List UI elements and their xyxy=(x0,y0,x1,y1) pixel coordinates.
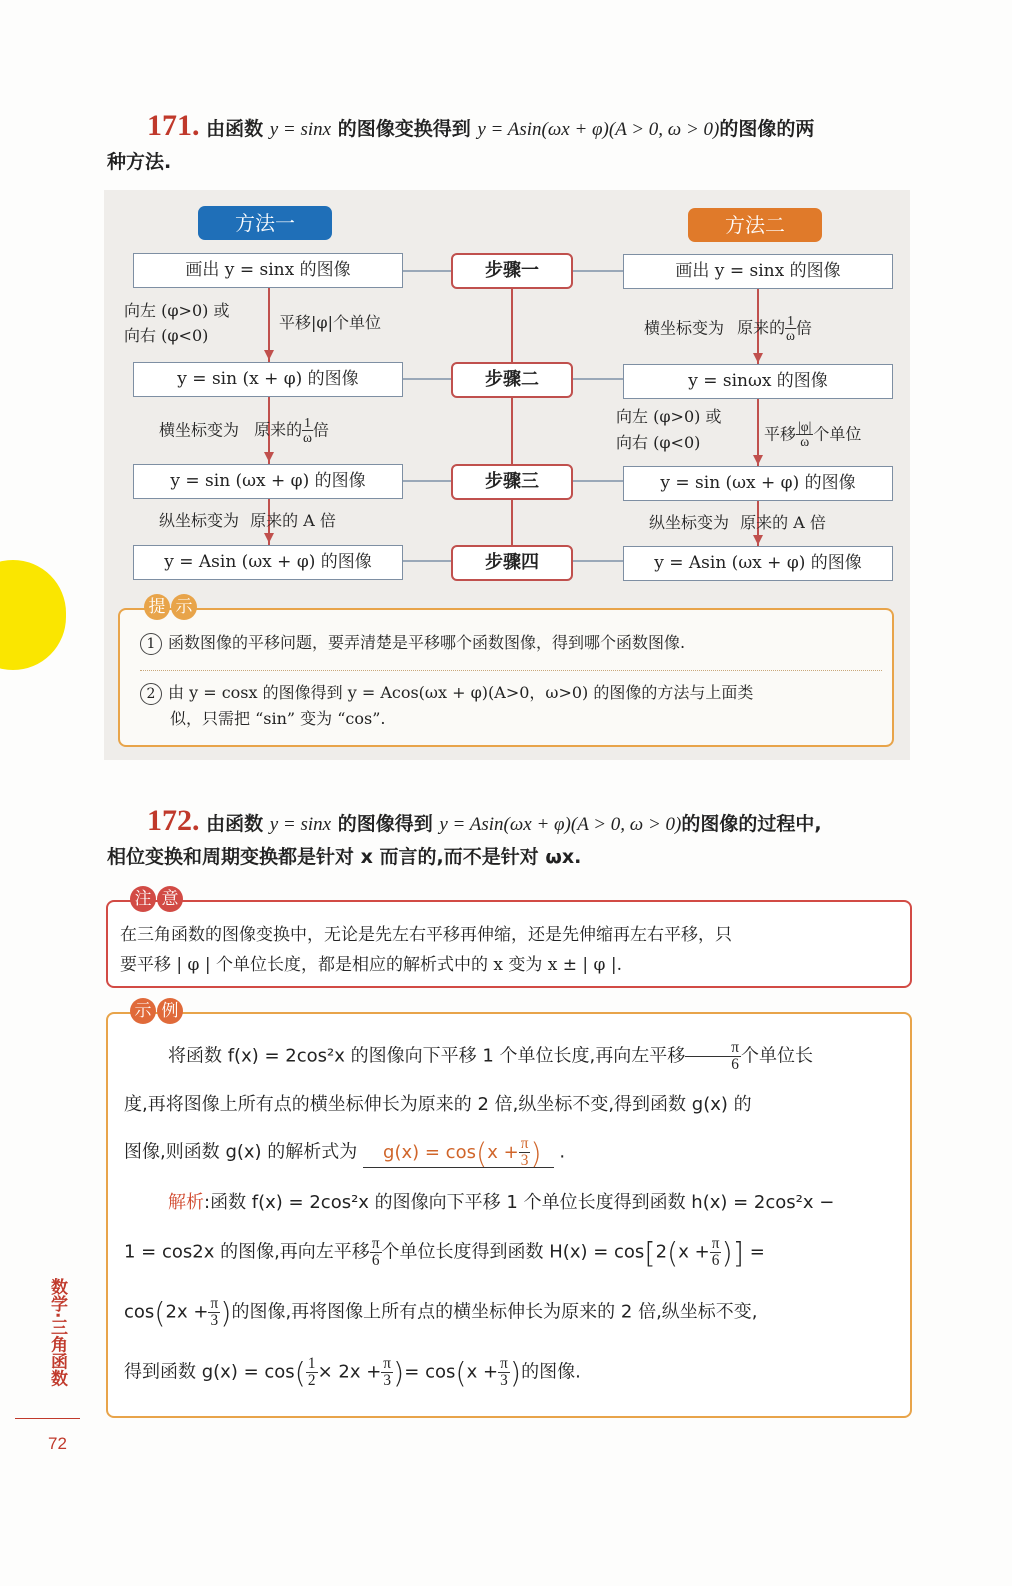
fraction xyxy=(370,1236,382,1269)
text: = cos xyxy=(404,1361,456,1383)
left-box-2: y = sin (x + φ) 的图像 xyxy=(133,362,403,397)
question-171 xyxy=(107,110,917,178)
example-line: 度,再将图像上所有点的横坐标伸长为原来的 2 倍,纵坐标不变,得到函数 g(x) 的 xyxy=(124,1094,752,1115)
chapter-label: 数学·三角函数 xyxy=(47,1278,67,1387)
text: 将函数 f(x) = 2cos²x 的图像向下平移 1 个单位长度,再向左平移 xyxy=(168,1045,686,1067)
arrow-down-icon xyxy=(753,535,763,545)
solution-line: 得到函数 g(x) = cos( $\frac{1}{2}$ × 2x + $\frac{\pi}{3}$ )= cos(x + $\frac{\pi}{3}$ )的图像. xyxy=(124,1355,581,1390)
denominator: ω xyxy=(303,430,312,446)
label-text: 纵坐标变为 xyxy=(159,511,240,530)
numerator: π xyxy=(520,1135,529,1152)
step-one: 步骤一 xyxy=(451,253,573,289)
arrow-down-icon xyxy=(753,455,763,465)
denominator: 6 xyxy=(731,1056,739,1074)
text: x + xyxy=(678,1241,710,1263)
connector xyxy=(402,560,452,562)
label: 向左 (φ>0) 或 xyxy=(616,407,722,426)
badge-char: 示 xyxy=(130,998,156,1024)
label-text: 倍 xyxy=(312,420,329,440)
label: 向右 (φ<0) xyxy=(616,433,701,452)
fraction xyxy=(710,1236,722,1269)
label-text: 平移 xyxy=(764,424,797,444)
q-text: 由函数 xyxy=(206,118,270,140)
center-connector xyxy=(511,270,513,560)
answer-text: g(x) = cos xyxy=(383,1141,476,1163)
hint-box xyxy=(118,597,894,747)
page-number: 72 xyxy=(48,1434,67,1453)
denominator: 3 xyxy=(210,1312,219,1330)
step-two: 步骤二 xyxy=(451,362,573,398)
right-box-3: y = sin (ωx + φ) 的图像 xyxy=(623,466,893,501)
example-line xyxy=(124,1136,894,1169)
step-three: 步骤三 xyxy=(451,464,573,500)
label-text: 原来的 xyxy=(737,318,786,338)
text: 2 xyxy=(655,1241,668,1263)
divider xyxy=(15,1418,80,1419)
q-text: 种方法. xyxy=(107,151,172,173)
solution-line xyxy=(124,1190,894,1216)
badge-char: 例 xyxy=(157,998,183,1024)
q-text: 的图像变换得到 xyxy=(331,118,478,140)
text: . xyxy=(559,1141,566,1163)
fraction xyxy=(381,1356,393,1389)
text: × 2x + xyxy=(317,1361,382,1383)
note-line: 要平移 | φ | 个单位长度，都是相应的解析式中的 x 变为 x ± | φ |. xyxy=(120,955,622,975)
q-text: 的图像的过程中, xyxy=(681,813,822,835)
numerator: π xyxy=(383,1355,392,1372)
q-text: 相位变换和周期变换都是针对 x 而言的,而不是针对 ωx. xyxy=(107,846,582,868)
fraction xyxy=(785,314,796,344)
solution-label: 解析 xyxy=(168,1192,204,1213)
solution-line: 1 = cos2x 的图像,再向左平移 $\frac{\pi}{6}$ 个单位长度得到函数 H(x) = cos[2(x + $\frac{\pi}{6}$ )] = xyxy=(124,1235,765,1270)
fraction xyxy=(208,1296,220,1329)
text: :函数 f(x) = 2cos²x 的图像向下平移 1 个单位长度得到函数 h(x) = 2cos²x − xyxy=(204,1192,835,1213)
right-box-1: 画出 y = sinx 的图像 xyxy=(623,254,893,289)
hint-item-2 xyxy=(140,680,753,732)
q-math: y = sinx xyxy=(269,814,332,835)
q-math: y = Asin(ωx + φ)(A > 0, ω > 0) xyxy=(439,814,682,835)
label-text: 横坐标变为 xyxy=(159,420,240,440)
text: 的图像,再将图像上所有点的横坐标伸长为原来的 2 倍,纵坐标不变, xyxy=(231,1301,758,1323)
label-text: 纵坐标变为 xyxy=(649,513,730,532)
hint-text: 由 y = cosx 的图像得到 y = Acos(ωx + φ)(A>0，ω>0) 的图像的方法与上面类 xyxy=(168,683,754,702)
left-box-1: 画出 y = sinx 的图像 xyxy=(133,253,403,288)
text: 图像,则函数 g(x) 的解析式为 xyxy=(124,1141,358,1163)
numerator: |φ| xyxy=(798,419,812,434)
left-box-4: y = Asin (ωx + φ) 的图像 xyxy=(133,545,403,580)
denominator: 6 xyxy=(711,1252,720,1270)
hint-item-1 xyxy=(140,630,685,656)
hint-text: 似，只需把 “sin” 变为 “cos”. xyxy=(170,709,386,728)
label: 向左 (φ>0) 或 xyxy=(124,301,230,320)
question-number: 172. xyxy=(147,804,200,837)
label: 平移|φ|个单位 xyxy=(279,313,381,332)
label xyxy=(649,510,826,536)
numerator: π xyxy=(711,1235,720,1252)
denominator: 6 xyxy=(371,1252,380,1270)
denominator: ω xyxy=(800,434,810,450)
text: 个单位长度得到函数 H(x) = cos xyxy=(381,1241,645,1263)
right-box-2: y = sinωx 的图像 xyxy=(623,364,893,399)
badge-char: 示 xyxy=(171,594,197,620)
numerator: π xyxy=(210,1295,219,1312)
text: 2x + xyxy=(165,1301,209,1323)
arrow-down-icon xyxy=(264,533,274,543)
badge-char: 意 xyxy=(157,886,183,912)
denominator: 3 xyxy=(500,1372,508,1390)
q-text: 由函数 xyxy=(206,813,270,835)
method-one-tag: 方法一 xyxy=(198,206,332,240)
text: 个单位长 xyxy=(740,1045,813,1067)
circled-number: 1 xyxy=(140,633,162,655)
label xyxy=(159,416,329,446)
numerator: 1 xyxy=(787,313,794,328)
note-text xyxy=(120,920,732,980)
arrow-down-icon xyxy=(753,353,763,363)
connector xyxy=(572,560,624,562)
label xyxy=(764,420,861,450)
solution-line: cos(2x + $\frac{\pi}{3}$ )的图像,再将图像上所有点的横坐标伸长为原来的 2 倍,纵坐标不变, xyxy=(124,1295,758,1330)
connector xyxy=(402,378,452,380)
right-box-4: y = Asin (ωx + φ) 的图像 xyxy=(623,546,893,581)
badge-char: 提 xyxy=(144,594,170,620)
label-text: 原来的 xyxy=(254,420,303,440)
question-number: 171. xyxy=(147,109,200,142)
arrow-down-icon xyxy=(264,350,274,360)
q-math: y = Asin(ωx + φ)(A > 0, ω > 0) xyxy=(477,119,720,140)
fraction xyxy=(519,1136,531,1169)
fraction xyxy=(302,416,313,446)
numerator: 1 xyxy=(307,1355,316,1372)
fraction xyxy=(796,420,813,450)
denominator: 3 xyxy=(383,1372,391,1390)
note-badge xyxy=(130,886,184,912)
numerator: π xyxy=(685,1040,741,1057)
badge-char: 注 xyxy=(130,886,156,912)
label-text: 倍 xyxy=(795,318,812,338)
label: 向右 (φ<0) xyxy=(124,326,209,345)
step-four: 步骤四 xyxy=(451,545,573,581)
connector xyxy=(402,480,452,482)
note-box xyxy=(106,889,912,988)
label-text: 个单位 xyxy=(813,424,862,444)
yellow-tab-marker xyxy=(0,560,66,670)
answer-text: x + xyxy=(487,1141,519,1163)
circled-number: 2 xyxy=(140,683,162,705)
method-two-tag: 方法二 xyxy=(688,208,822,242)
label-text: 原来的 A 倍 xyxy=(740,513,826,532)
connector xyxy=(572,378,624,380)
left-box-3: y = sin (ωx + φ) 的图像 xyxy=(133,464,403,499)
denominator: 2 xyxy=(307,1372,316,1390)
text: 得到函数 g(x) = cos xyxy=(124,1361,295,1383)
text: 的图像. xyxy=(521,1361,581,1383)
numerator: π xyxy=(371,1235,380,1252)
numerator: π xyxy=(500,1355,508,1372)
text: = xyxy=(749,1241,765,1263)
note-line: 在三角函数的图像变换中，无论是先左右平移再伸缩，还是先伸缩再左右平移，只 xyxy=(120,925,732,945)
connector xyxy=(402,270,452,272)
denominator: 3 xyxy=(520,1152,529,1170)
example-box xyxy=(106,1001,912,1418)
fraction xyxy=(685,1040,741,1073)
label xyxy=(644,314,812,344)
text: x + xyxy=(466,1361,499,1383)
denominator: ω xyxy=(786,328,795,344)
answer-blank: g(x) = cos(x + $\frac{\pi}{3}$ ) xyxy=(363,1142,554,1168)
question-172 xyxy=(107,805,917,873)
connector xyxy=(572,480,624,482)
text: 1 = cos2x 的图像,再向左平移 xyxy=(124,1241,370,1263)
connector xyxy=(572,270,624,272)
hint-text: 函数图像的平移问题，要弄清楚是平移哪个函数图像，得到哪个函数图像. xyxy=(168,633,686,652)
label-text: 原来的 A 倍 xyxy=(250,511,336,530)
example-line xyxy=(124,1040,894,1073)
fraction xyxy=(306,1356,318,1389)
fraction xyxy=(498,1356,510,1389)
label-text: 横坐标变为 xyxy=(644,318,725,338)
label xyxy=(159,508,336,534)
arrow-down-icon xyxy=(264,452,274,462)
example-badge xyxy=(130,998,184,1024)
numerator: 1 xyxy=(304,415,311,430)
text: cos xyxy=(124,1301,155,1323)
divider xyxy=(140,670,882,671)
q-text: 的图像的两 xyxy=(719,118,815,140)
q-math: y = sinx xyxy=(269,119,332,140)
q-text: 的图像得到 xyxy=(331,813,440,835)
hint-badge xyxy=(144,594,198,620)
